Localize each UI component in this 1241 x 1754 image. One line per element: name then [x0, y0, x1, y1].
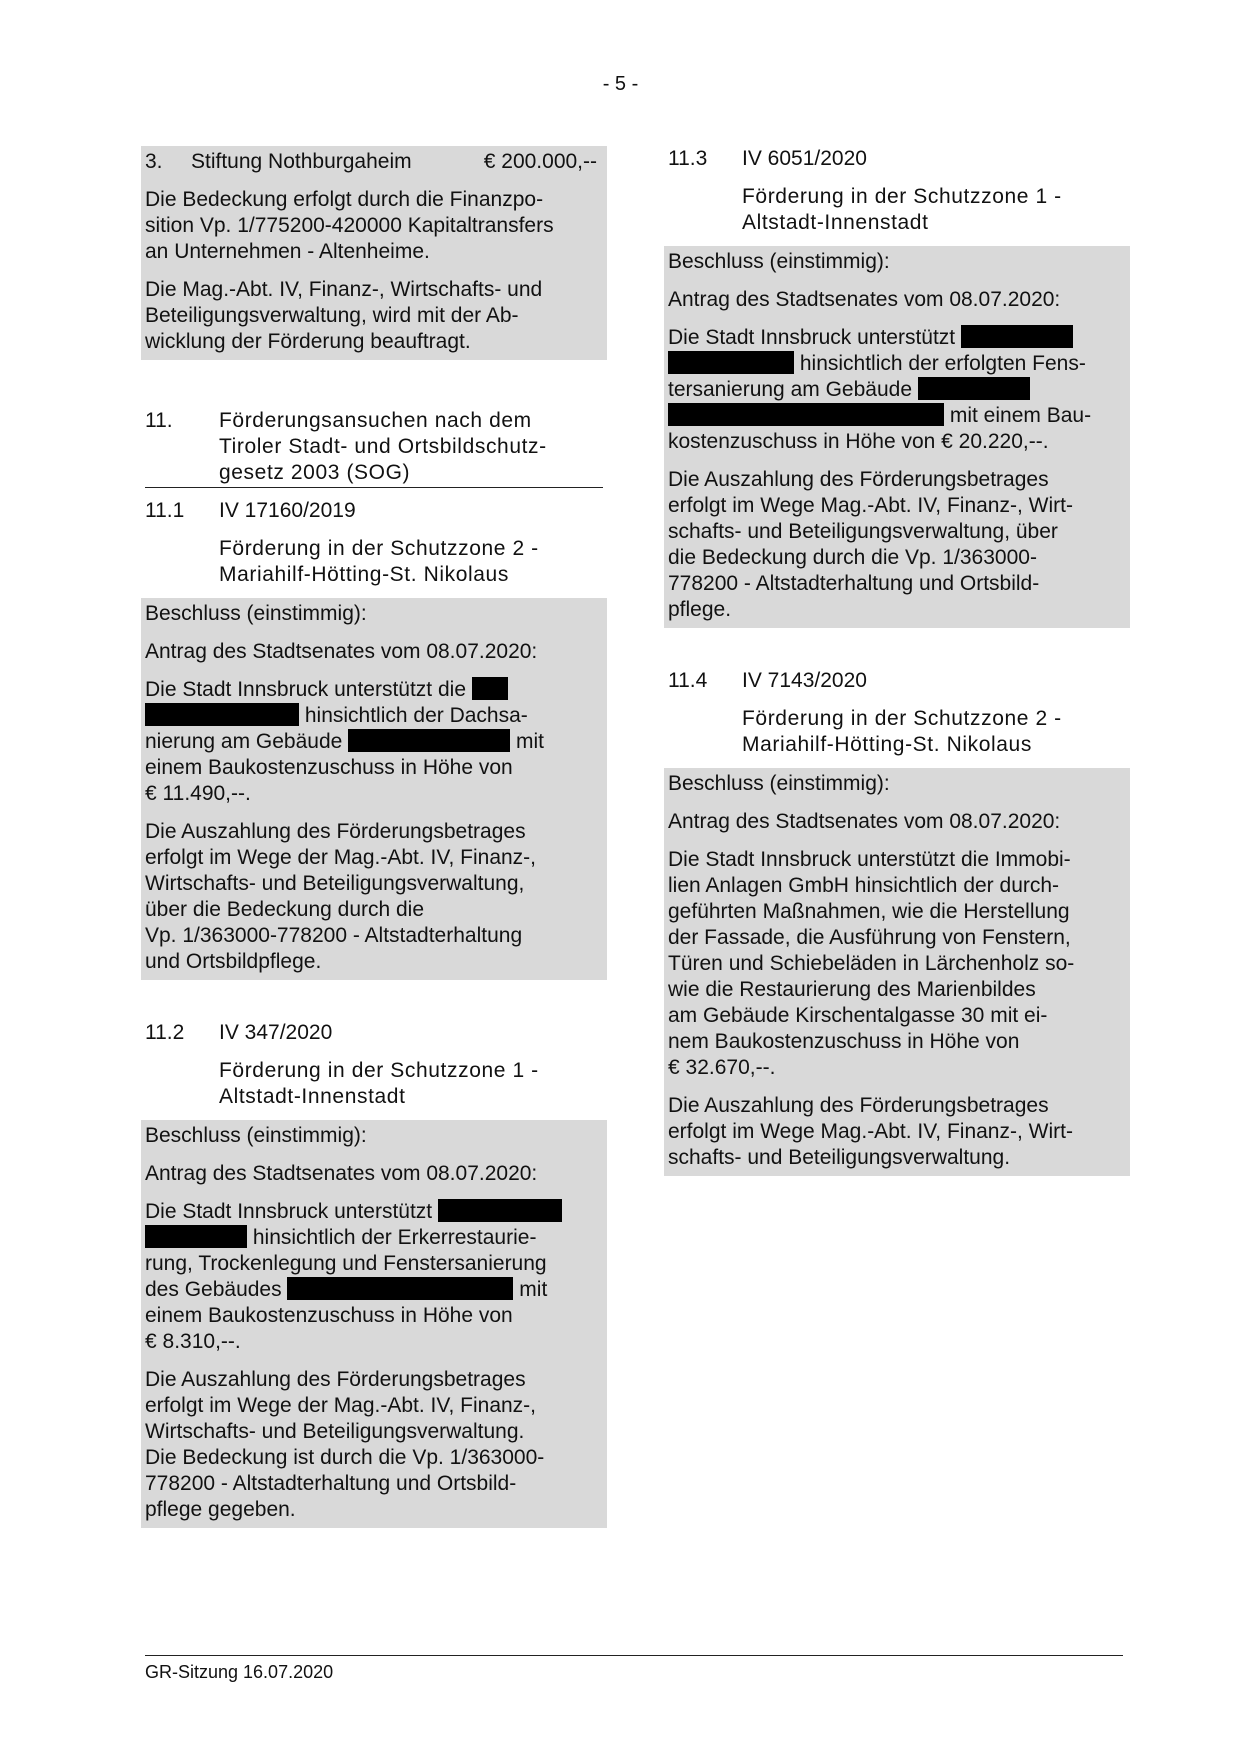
section-11-4-beschluss: Beschluss (einstimmig):: [668, 772, 890, 795]
section-11-heading: [145, 408, 603, 488]
amount-text: € 11.490,--.: [145, 782, 251, 805]
redaction-bar: [918, 377, 1030, 400]
footer-session-date: GR-Sitzung 16.07.2020: [145, 1662, 334, 1682]
section-11-4-body: Die Stadt Innsbruck unterstützt die Immobi- lien Anlagen GmbH hinsichtlich der durch- geführten Maßnahmen, wie die Herstellung der Fassade, die Ausführung von Fenstern, Türen und Schiebeläden in Lärchenholz so- wie die Restaurierung des Marienbildes am Gebäude Kirschentalgasse 30 mit ei- nem Baukostenzuschuss in Höhe von € 32.670,--.: [668, 848, 1075, 1079]
section-11-1-beschluss: Beschluss (einstimmig):: [145, 602, 367, 625]
section-11-3-payment: Die Auszahlung des Förderungsbetrages erfolgt im Wege Mag.-Abt. IV, Finanz-, Wirt- schafts- und Beteiligungsverwaltung, über die Bedeckung durch die Vp. 1/363000- 778200 - Altstadterhaltung und Ortsbild- pflege.: [668, 468, 1073, 621]
section-11-3-ref: IV 6051/2020: [742, 147, 867, 170]
section-11-1: [145, 498, 603, 980]
section-11-2: [145, 1020, 603, 1528]
body-text: rung, Trockenlegung und Fenstersanierung: [145, 1252, 547, 1275]
section-11-3-number: 11.3: [668, 147, 708, 170]
item3-number: 3.: [145, 150, 163, 173]
section-11-2-body: [145, 1199, 603, 1355]
redaction-bar: [145, 703, 299, 726]
body-text: Die Stadt Innsbruck unterstützt: [145, 1200, 433, 1223]
body-text: nierung am Gebäude: [145, 730, 343, 753]
redaction-bar: [145, 1225, 247, 1248]
section-11-4-subtitle: Förderung in der Schutzzone 2 - Mariahilf-Hötting-St. Nikolaus: [742, 707, 1062, 756]
section-11-3: [668, 146, 1126, 628]
section-11-2-beschluss: Beschluss (einstimmig):: [145, 1124, 367, 1147]
redaction-bar: [348, 729, 510, 752]
section-11-4-ref: IV 7143/2020: [742, 669, 867, 692]
body-text: mit: [519, 1278, 548, 1301]
item3-name: Stiftung Nothburgaheim: [191, 150, 412, 173]
body-text: hinsichtlich der erfolgten Fens-: [799, 352, 1086, 375]
section-11-4-payment: Die Auszahlung des Förderungsbetrages erfolgt im Wege Mag.-Abt. IV, Finanz-, Wirt- schafts- und Beteiligungsverwaltung.: [668, 1094, 1073, 1169]
section-11-4-antrag: Antrag des Stadtsenates vom 08.07.2020:: [668, 810, 1061, 833]
body-text: Die Stadt Innsbruck unterstützt: [668, 326, 956, 349]
item3-block: [141, 146, 607, 360]
right-column: [668, 146, 1126, 1176]
amount-text: € 8.310,--.: [145, 1330, 241, 1353]
section-11-1-antrag: Antrag des Stadtsenates vom 08.07.2020:: [145, 640, 538, 663]
section-11-1-subtitle: Förderung in der Schutzzone 2 - Mariahilf-Hötting-St. Nikolaus: [219, 537, 539, 586]
body-text: tersanierung am Gebäude: [668, 378, 912, 401]
section-11-4-resolution: [664, 768, 1130, 1176]
section-11-number: 11.: [145, 409, 173, 432]
section-11-3-subtitle: Förderung in der Schutzzone 1 - Altstadt-Innenstadt: [742, 185, 1062, 234]
body-text: mit: [516, 730, 544, 753]
section-11-3-antrag: Antrag des Stadtsenates vom 08.07.2020:: [668, 288, 1061, 311]
section-11-3-beschluss: Beschluss (einstimmig):: [668, 250, 890, 273]
redaction-bar: [438, 1199, 562, 1222]
body-text: einem Baukostenzuschuss in Höhe von: [145, 756, 513, 779]
body-text: hinsichtlich der Erkerrestaurie-: [252, 1226, 537, 1249]
body-text: Die Stadt Innsbruck unterstützt die: [145, 678, 466, 701]
section-11-1-resolution: [141, 598, 607, 980]
section-11-3-body: [668, 325, 1126, 455]
section-11-1-number: 11.1: [145, 499, 185, 522]
section-11-2-subtitle: Förderung in der Schutzzone 1 - Altstadt-Innenstadt: [219, 1059, 539, 1108]
redaction-bar: [961, 325, 1073, 348]
section-11-title: Förderungsansuchen nach dem Tiroler Stadt- und Ortsbildschutz- gesetz 2003 (SOG): [219, 409, 547, 484]
section-11-2-payment: Die Auszahlung des Förderungsbetrages erfolgt im Wege der Mag.-Abt. IV, Finanz-, Wirtschafts- und Beteiligungsverwaltung. Die Bedeckung ist durch die Vp. 1/363000- 778200 - Altstadterhaltung und Ortsbild- pflege gegeben.: [145, 1368, 545, 1521]
body-text: mit einem Bau-: [949, 404, 1092, 427]
redaction-bar: [668, 403, 944, 426]
body-text: hinsichtlich der Dachsa-: [304, 704, 528, 727]
section-11-1-payment: Die Auszahlung des Förderungsbetrages erfolgt im Wege der Mag.-Abt. IV, Finanz-, Wirtschafts- und Beteiligungsverwaltung, über die Bedeckung durch die Vp. 1/363000-778200 - Altstadterhaltung und Ortsbildpflege.: [145, 820, 537, 973]
amount-text: kostenzuschuss in Höhe von € 20.220,--.: [668, 430, 1049, 453]
section-11-2-ref: IV 347/2020: [219, 1021, 333, 1044]
redaction-bar: [668, 351, 794, 374]
section-11-2-antrag: Antrag des Stadtsenates vom 08.07.2020:: [145, 1162, 538, 1185]
section-11-1-ref: IV 17160/2019: [219, 499, 356, 522]
section-11-4-number: 11.4: [668, 669, 708, 692]
section-11-2-number: 11.2: [145, 1021, 185, 1044]
footer-divider: [145, 1655, 1123, 1656]
redaction-bar: [287, 1277, 513, 1300]
section-11-2-resolution: [141, 1120, 607, 1528]
section-11-3-resolution: [664, 246, 1130, 628]
body-text: einem Baukostenzuschuss in Höhe von: [145, 1304, 513, 1327]
item3-coverage-text: Die Bedeckung erfolgt durch die Finanzpo- sition Vp. 1/775200-420000 Kapitaltransfers an Unternehmen - Altenheime.: [145, 188, 554, 263]
section-11-4: [668, 668, 1126, 1176]
item3-header: [145, 149, 603, 175]
item3-amount: € 200.000,--: [483, 150, 597, 173]
section-11-1-body: [145, 677, 603, 807]
left-column: [145, 146, 603, 1528]
item3-assignment-text: Die Mag.-Abt. IV, Finanz-, Wirtschafts- und Beteiligungsverwaltung, wird mit der Ab- wicklung der Förderung beauftragt.: [145, 278, 543, 353]
redaction-bar: [472, 677, 508, 700]
page-number: - 5 -: [602, 73, 639, 95]
body-text: des Gebäudes: [145, 1278, 282, 1301]
